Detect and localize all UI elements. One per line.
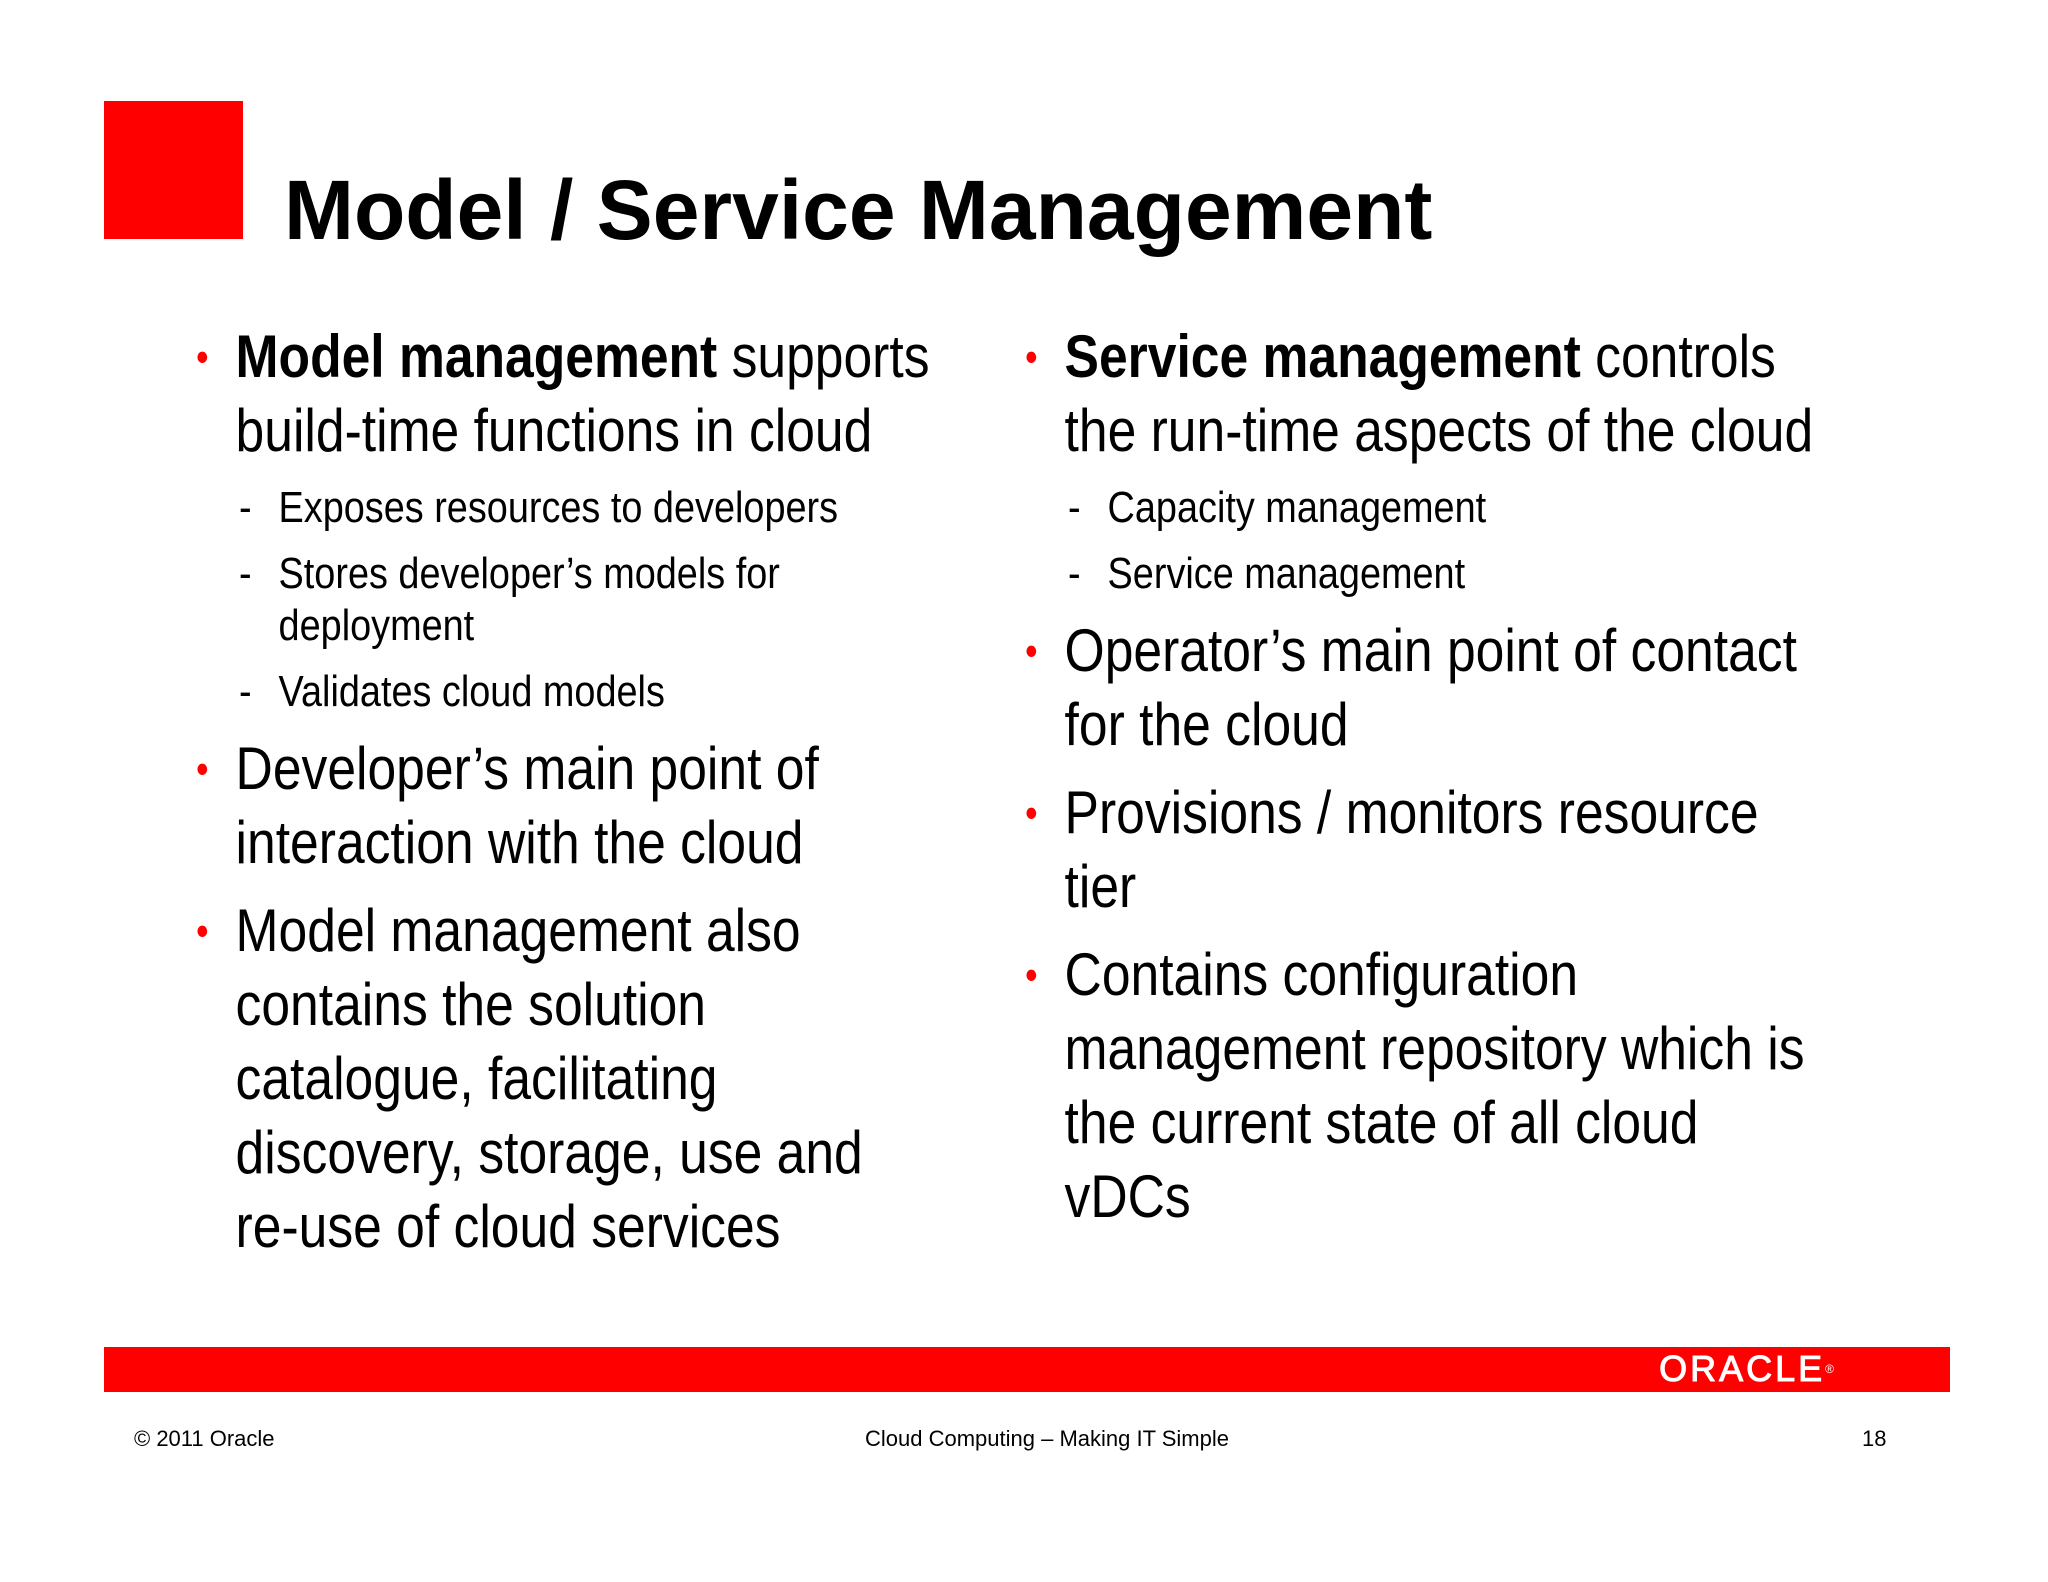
page-number: 18 bbox=[1862, 1426, 1887, 1451]
sub-bullet-text: Exposes resources to developers bbox=[278, 483, 839, 532]
bullet-text: Provisions / monitors resource tier bbox=[1064, 779, 1759, 920]
bullet-dot-icon: • bbox=[1025, 627, 1038, 674]
logo-text: ORACLE bbox=[1659, 1348, 1826, 1389]
sub-bullet-item bbox=[1025, 548, 1816, 600]
bullet-text: supports build-time functions in cloud bbox=[235, 323, 930, 464]
bullet-dot-icon: • bbox=[196, 333, 209, 380]
bullet-bold-term: Model management bbox=[235, 323, 718, 390]
sub-bullet-item bbox=[196, 666, 936, 718]
bullet-text: controls the run-time aspects of the cloud bbox=[1064, 323, 1814, 464]
bullet-item bbox=[196, 894, 936, 1264]
sub-bullet-text: Validates cloud models bbox=[278, 667, 665, 716]
footer-brand-bar bbox=[104, 1347, 1950, 1392]
bullet-item bbox=[196, 732, 936, 880]
sub-bullet-item bbox=[1025, 482, 1816, 534]
bullet-item bbox=[1025, 320, 1816, 468]
dash-icon: - bbox=[239, 549, 252, 598]
sub-bullet-text: Service management bbox=[1107, 549, 1466, 598]
sub-bullet-text: Stores developer’s models for deployment bbox=[278, 549, 780, 650]
bullet-text: Operator’s main point of contact for the cloud bbox=[1064, 617, 1797, 758]
oracle-logo bbox=[1659, 1349, 1834, 1389]
title-accent-square bbox=[104, 101, 243, 239]
footer-tagline: Cloud Computing – Making IT Simple bbox=[865, 1426, 1229, 1451]
bullet-dot-icon: • bbox=[1025, 951, 1038, 998]
bullet-dot-icon: • bbox=[196, 907, 209, 954]
dash-icon: - bbox=[239, 483, 252, 532]
bullet-dot-icon: • bbox=[1025, 789, 1038, 836]
sub-bullet-item bbox=[196, 482, 936, 534]
dash-icon: - bbox=[1068, 549, 1081, 598]
right-column bbox=[1025, 320, 1816, 1248]
dash-icon: - bbox=[1068, 483, 1081, 532]
dash-icon: - bbox=[239, 667, 252, 716]
bullet-item bbox=[1025, 614, 1816, 762]
bullet-text: Contains configuration management repository which is the current state of all cloud vDCs bbox=[1064, 941, 1805, 1230]
left-column bbox=[196, 320, 936, 1278]
registered-mark: ® bbox=[1825, 1362, 1834, 1376]
bullet-dot-icon: • bbox=[1025, 333, 1038, 380]
slide-title: Model / Service Management bbox=[284, 163, 1433, 257]
bullet-item bbox=[196, 320, 936, 468]
bullet-item bbox=[1025, 776, 1816, 924]
bullet-text: Model management also contains the solution catalogue, facilitating discovery, storage, use and re-use of cloud services bbox=[235, 897, 863, 1260]
sub-bullet-list bbox=[196, 482, 936, 718]
sub-bullet-list bbox=[1025, 482, 1816, 600]
bullet-dot-icon: • bbox=[196, 745, 209, 792]
bullet-bold-term: Service management bbox=[1064, 323, 1581, 390]
sub-bullet-text: Capacity management bbox=[1107, 483, 1487, 532]
footer-copyright: © 2011 Oracle bbox=[134, 1426, 275, 1451]
bullet-item bbox=[1025, 938, 1816, 1234]
sub-bullet-item bbox=[196, 548, 936, 652]
bullet-text: Developer’s main point of interaction with the cloud bbox=[235, 735, 819, 876]
